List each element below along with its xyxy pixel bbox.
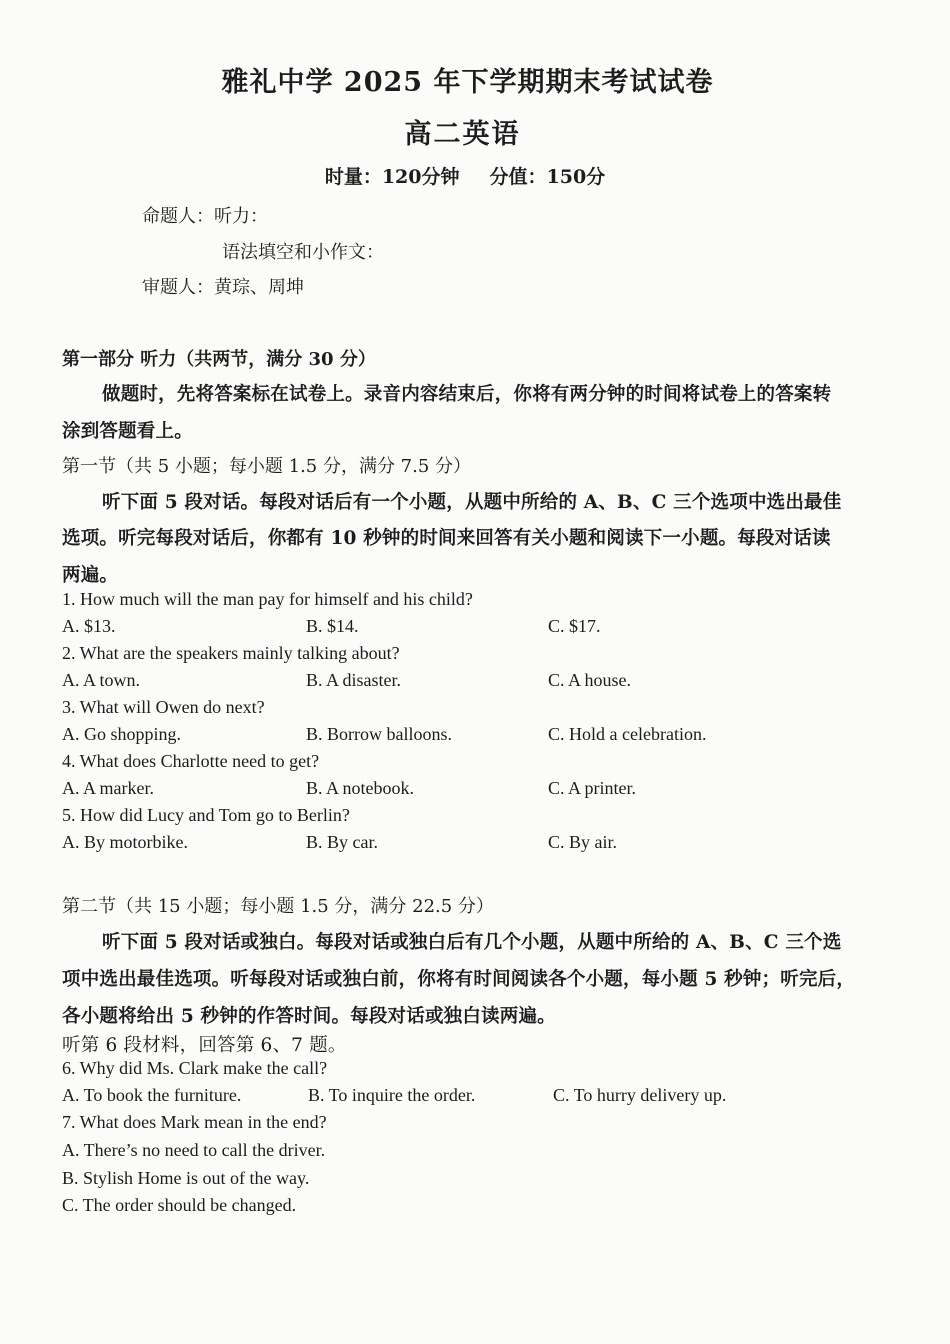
question-2: 2. What are the speakers mainly talking about? [62,643,400,663]
option-2b: B. A disaster. [306,670,402,690]
exam-meta [0,162,930,189]
option-5c: C. By air. [548,832,618,852]
section1-heading: 第一节（共 5 小题；每小题 1.5 分，满分 7.5 分） [62,456,472,477]
option-7b: B. Stylish Home is out of the way. [62,1168,310,1188]
option-1c: C. $17. [548,616,601,636]
section1-instruction-line3: 两遍。 [62,565,119,586]
section2-instruction-line1: 听下面 5 段对话或独白。每段对话或独白后有几个小题，从题中所给的 A、B、C 三个选 [102,932,842,953]
question-5: 5. How did Lucy and Tom go to Berlin? [62,805,350,825]
option-2a: A. A town. [62,670,141,690]
part1-instruction-line1: 做题时，先将答案标在试卷上。录音内容结束后，你将有两分钟的时间将试卷上的答案转 [102,384,832,405]
option-6b: B. To inquire the order. [308,1085,476,1105]
section1-instruction-line2: 选项。听完每段对话后，你都有 10 秒钟的时间来回答有关小题和阅读下一小题。每段对话读 [62,528,831,549]
section1-instruction-line1: 听下面 5 段对话。每段对话后有一个小题，从题中所给的 A、B、C 三个选项中选出最佳 [102,492,842,513]
section2-instruction-line2: 项中选出最佳选项。听每段对话或独白前，你将有时间阅读各个小题，每小题 5 秒钟；听完后， [62,969,856,990]
option-7a: A. There’s no need to call the driver. [62,1140,326,1160]
section2-instruction-line3: 各小题将给出 5 秒钟的作答时间。每段对话或独白读两遍。 [62,1006,556,1027]
question-4: 4. What does Charlotte need to get? [62,751,320,771]
option-5a: A. By motorbike. [62,832,188,852]
option-6c: C. To hurry delivery up. [553,1085,727,1105]
total-score: 分值：150分 [489,166,606,188]
option-1a: A. $13. [62,616,116,636]
option-6a: A. To book the furniture. [62,1085,242,1105]
part1-instruction-line2: 涂到答题看上。 [62,421,193,442]
option-4b: B. A notebook. [306,778,415,798]
section2-heading: 第二节（共 15 小题；每小题 1.5 分，满分 22.5 分） [62,896,494,917]
time-limit: 时量：120分钟 [324,166,460,188]
option-7c: C. The order should be changed. [62,1195,297,1215]
setter-line2: 语法填空和小作文： [222,242,384,263]
exam-subtitle: 高二英语 [404,119,521,150]
exam-title: 雅礼中学 2025 年下学期期末考试试卷 [221,67,714,98]
question-3: 3. What will Owen do next? [62,697,265,717]
option-4c: C. A printer. [548,778,637,798]
part1-heading: 第一部分 听力（共两节，满分 30 分） [62,349,376,370]
setter-label: 命题人：听力： [142,206,268,227]
option-3c: C. Hold a celebration. [548,724,707,744]
question-1: 1. How much will the man pay for himself and his child? [62,589,473,609]
option-4a: A. A marker. [62,778,154,798]
option-3b: B. Borrow balloons. [306,724,452,744]
reviewer-label: 审题人：黄琮、周坤 [142,277,304,298]
option-1b: B. $14. [306,616,359,636]
option-3a: A. Go shopping. [62,724,182,744]
question-6: 6. Why did Ms. Clark make the call? [62,1058,328,1078]
option-5b: B. By car. [306,832,378,852]
question-7: 7. What does Mark mean in the end? [62,1112,327,1132]
option-2c: C. A house. [548,670,632,690]
material-6-label: 听第 6 段材料，回答第 6、7 题。 [62,1035,347,1056]
